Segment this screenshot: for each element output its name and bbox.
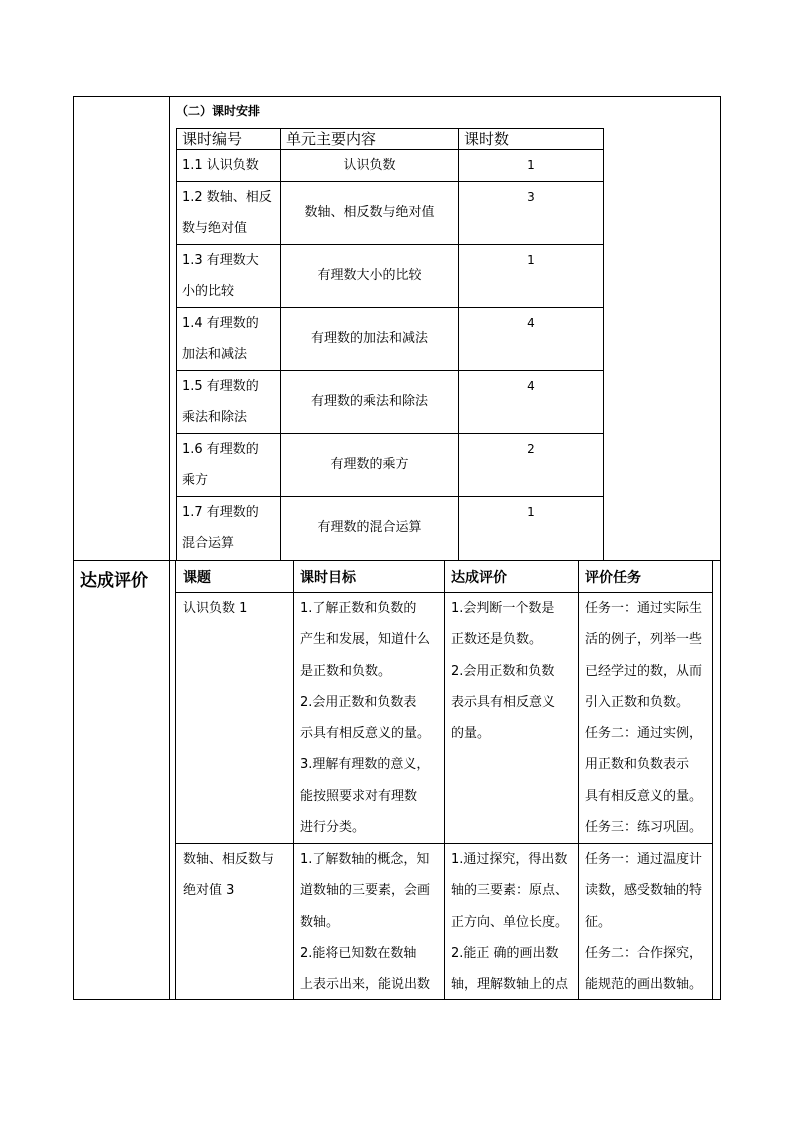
- schedule-row-hours: 4: [527, 316, 535, 330]
- text-line: 数轴、相反数与: [183, 852, 275, 867]
- eval-vline: [712, 561, 713, 1000]
- schedule-row-hours: 1: [527, 253, 535, 267]
- text-line: 能按照要求对有理数: [300, 788, 418, 804]
- schedule-row-content: 有理数的乘法和除法: [310, 394, 428, 409]
- text-line: 正方向、单位长度。: [451, 914, 569, 930]
- outer-left-border: [73, 96, 74, 1000]
- outer-top-border: [73, 96, 721, 97]
- schedule-header-code: 课时编号: [182, 130, 243, 148]
- text-line: 数轴。: [300, 914, 340, 930]
- text-line: 2.能正 确的画出数: [451, 945, 559, 961]
- text-line: 2.会用正数和负数表: [300, 694, 417, 710]
- schedule-row-code: 1.1 认识负数: [182, 158, 259, 173]
- text-line: 能规范的画出数轴。: [585, 977, 703, 993]
- text-line: 用正数和负数表示: [585, 757, 690, 773]
- schedule-row-content: 认识负数: [343, 158, 396, 173]
- text-line: 表示具有相反意义: [451, 694, 556, 710]
- schedule-row-code: 1.2 数轴、相反: [182, 190, 272, 205]
- text-line: 1.会判断一个数是: [451, 601, 555, 616]
- text-line: 2.会用正数和负数: [451, 663, 555, 679]
- eval-row-assessment: [451, 844, 578, 1000]
- schedule-row-code: 1.6 有理数的: [182, 442, 259, 457]
- evaluation-label: 达成评价: [80, 571, 148, 591]
- text-line: 征。: [585, 914, 612, 930]
- schedule-row-hours: 2: [527, 442, 535, 456]
- text-line: 活的例子，列举一些: [585, 632, 703, 648]
- eval-header-tasks: 评价任务: [585, 570, 641, 586]
- text-line: 具有相反意义的量。: [585, 788, 703, 804]
- schedule-row-hours: 3: [527, 190, 535, 204]
- text-line: 读数，感受数轴的特: [585, 883, 703, 899]
- schedule-row-code: 加法和减法: [182, 347, 248, 362]
- schedule-header-content: 单元主要内容: [286, 130, 377, 148]
- section-divider: [73, 560, 721, 561]
- text-line: 上表示出来，能说出数: [300, 977, 431, 993]
- eval-vline: [175, 561, 176, 1000]
- eval-row-goals: [300, 593, 443, 843]
- schedule-header-hours: 课时数: [464, 130, 510, 148]
- eval-row-assessment: [451, 593, 578, 749]
- text-line: 是正数和负数。: [300, 663, 392, 679]
- schedule-row-code: 混合运算: [182, 536, 235, 551]
- text-line: 认识负数 1: [183, 601, 248, 616]
- schedule-row-code: 1.5 有理数的: [182, 379, 259, 394]
- text-line: 任务二：通过实例，: [585, 726, 703, 742]
- section-title: （二）课时安排: [176, 104, 261, 118]
- text-line: 任务一：通过温度计: [585, 852, 703, 867]
- text-line: 示具有相反意义的量。: [300, 726, 431, 742]
- schedule-row-hours: 4: [527, 379, 535, 393]
- eval-header-topic: 课题: [183, 570, 211, 586]
- outer-inner-divider: [169, 96, 170, 1000]
- schedule-row-code: 乘方: [182, 473, 209, 488]
- schedule-row-hours: 1: [527, 158, 535, 172]
- schedule-row-code: 1.7 有理数的: [182, 505, 259, 520]
- text-line: 轴的三要素：原点、: [451, 883, 569, 899]
- schedule-row-hours: 1: [527, 505, 535, 519]
- schedule-vline: [603, 128, 604, 560]
- schedule-row-content: 有理数大小的比较: [317, 268, 422, 283]
- schedule-row-code: 1.4 有理数的: [182, 316, 259, 331]
- schedule-row-code: 小的比较: [182, 284, 235, 299]
- eval-row-topic: [183, 593, 291, 624]
- schedule-row-content: 有理数的乘方: [330, 457, 409, 472]
- schedule-row-content: 数轴、相反数与绝对值: [304, 205, 435, 220]
- text-line: 任务一：通过实际生: [585, 601, 703, 616]
- text-line: 已经学过的数，从而: [585, 663, 703, 679]
- outer-right-border: [720, 96, 721, 1000]
- eval-vline: [293, 561, 294, 1000]
- eval-row-tasks: [585, 593, 712, 843]
- text-line: 进行分类。: [300, 820, 366, 836]
- text-line: 轴，理解数轴上的点: [451, 977, 569, 993]
- eval-row-goals: [300, 844, 443, 1000]
- eval-header-assessment: 达成评价: [451, 570, 507, 586]
- schedule-row-code: 乘法和除法: [182, 410, 248, 425]
- text-line: 正数还是负数。: [451, 632, 543, 648]
- text-line: 产生和发展，知道什么: [300, 632, 431, 648]
- text-line: 的量。: [451, 726, 491, 742]
- text-line: 1.了解数轴的概念，知: [300, 852, 430, 867]
- text-line: 1.通过探究，得出数: [451, 852, 568, 867]
- schedule-row-content: 有理数的加法和减法: [310, 331, 428, 346]
- eval-row-tasks: [585, 844, 712, 1000]
- text-line: 1.了解正数和负数的: [300, 601, 417, 616]
- schedule-row-code: 数与绝对值: [182, 221, 248, 236]
- text-line: 引入正数和负数。: [585, 694, 690, 710]
- eval-vline: [444, 561, 445, 1000]
- text-line: 任务三：练习巩固。: [585, 820, 703, 836]
- schedule-vline: [176, 128, 177, 560]
- schedule-row-code: 1.3 有理数大: [182, 253, 259, 268]
- eval-header-goals: 课时目标: [300, 570, 356, 586]
- text-line: 任务二：合作探究，: [585, 945, 703, 961]
- text-line: 道数轴的三要素，会画: [300, 883, 431, 899]
- schedule-row-content: 有理数的混合运算: [317, 520, 422, 535]
- text-line: 绝对值 3: [183, 883, 235, 899]
- text-line: 3.理解有理数的意义，: [300, 757, 430, 773]
- text-line: 2.能将已知数在数轴: [300, 945, 417, 961]
- eval-vline: [578, 561, 579, 1000]
- eval-row-topic: [183, 844, 291, 907]
